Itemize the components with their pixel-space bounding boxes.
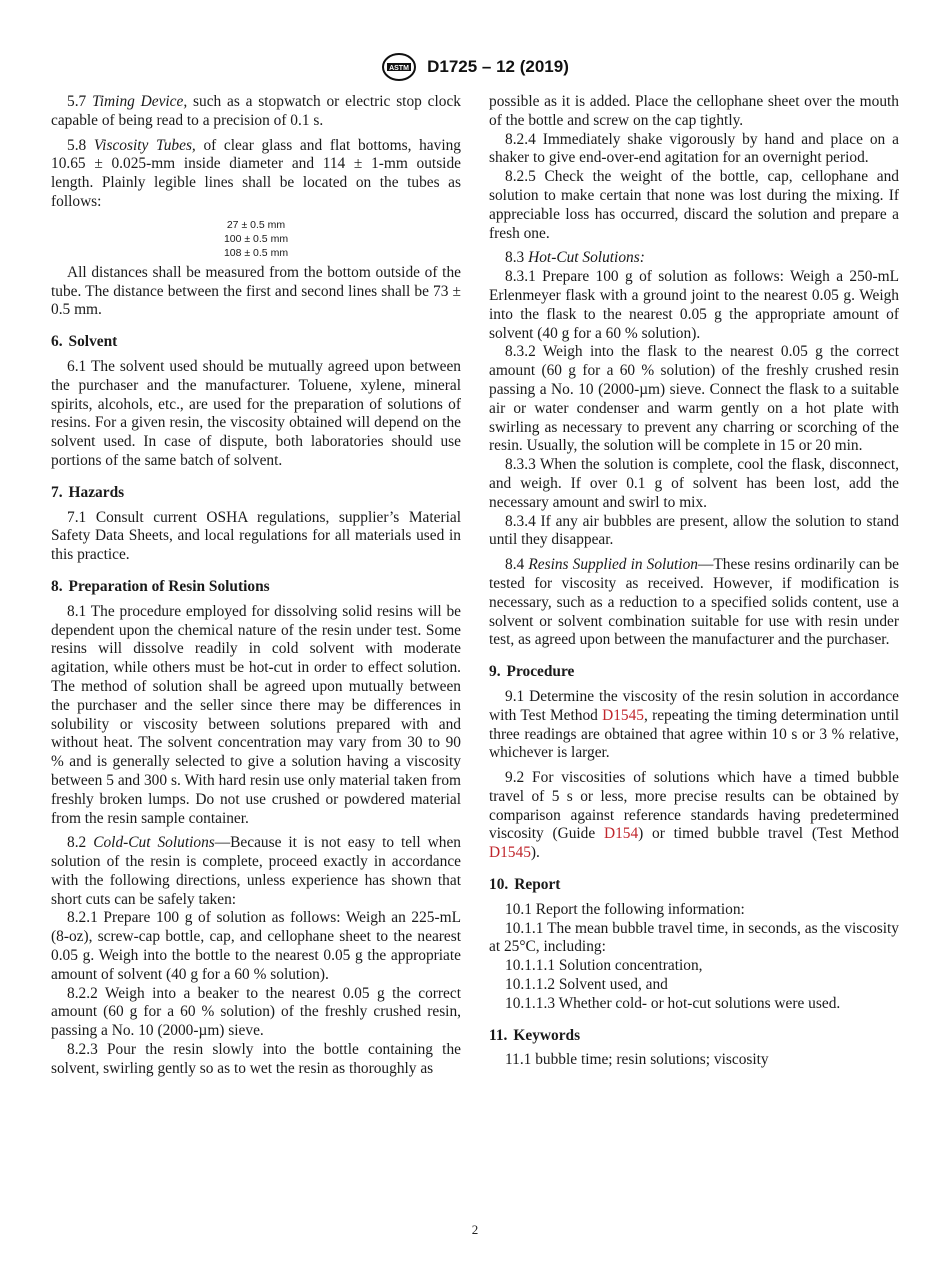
link-d1545[interactable]: D1545: [602, 706, 645, 724]
section-heading-9: 9. Procedure: [489, 663, 575, 681]
section-heading-7: 7. Hazards: [51, 483, 125, 501]
left-column: [51, 93, 461, 1079]
distance-item: 100 ± 0.5 mm: [223, 232, 289, 245]
paragraph-10-1-1-1: 10.1.1.1 Solution concentration,: [505, 957, 703, 975]
paragraph-8-2-5: 8.2.5 Check the weight of the bottle, cap, cellophane and solution to make certain that none was lost during the mixing. If appreciable loss has occurred, discard the solution and prepare a fresh one.: [489, 168, 899, 242]
paragraph-8-2-3-continued: possible as it is added. Place the cellophane sheet over the mouth of the bottle and screw on the cap tightly.: [489, 93, 899, 129]
paragraph-9-2: 9.2 For viscosities of solutions which have a timed bubble travel of 5 s or less, more precise results can be obtained by comparison against reference standards having predetermined viscosity (Guide D154) or timed bubble travel (Test Method D1545).: [489, 769, 899, 862]
distance-item: 27 ± 0.5 mm: [226, 218, 286, 231]
section-heading-11: 11. Keywords: [489, 1026, 581, 1044]
link-d154[interactable]: D154: [603, 825, 639, 843]
paragraph-10-1-1-2: 10.1.1.2 Solvent used, and: [505, 976, 668, 994]
paragraph-8-2-1: 8.2.1 Prepare 100 g of solution as follows: Weigh an 225-mL (8-oz), screw-cap bottle, cap, and cellophane sheet to the nearest 0.05 g. Weigh into the bottle to the nearest 0.05 g the appropriate amount of solvent (40 g for a 60 % solution).: [51, 909, 461, 983]
section-heading-10: 10. Report: [489, 876, 561, 894]
paragraph-8-2-2: 8.2.2 Weigh into a beaker to the nearest 0.05 g the correct amount (60 g for a 60 % solution) of the freshly crushed resin, passing a No. 10 (2000-µm) sieve.: [51, 984, 461, 1040]
paragraph-5-8: 5.8 Viscosity Tubes, of clear glass and flat bottoms, having 10.65 ± 0.025-mm inside diameter and 114 ± 1-mm outside length. Plainly legible lines shall be located on the tubes as follows:: [51, 136, 461, 210]
paragraph-9-1: 9.1 Determine the viscosity of the resin solution in accordance with Test Method D1545, repeating the timing determination until three readings are obtained that agree within 10 s or 3 % relative, whichever is larger.: [489, 687, 899, 762]
line-distances-list: [51, 218, 461, 260]
paragraph-8-2: 8.2 Cold-Cut Solutions—Because it is not easy to tell when solution of the resin is complete, proceed exactly in accordance with the following directions, unless experience has shown that short cuts can be safely taken:: [51, 834, 461, 908]
paragraph-8-3-3: 8.3.3 When the solution is complete, cool the flask, disconnect, and weigh. If over 0.1 g of solvent has been lost, add the necessary amount and swirl to mix.: [489, 456, 899, 511]
paragraph-10-1: 10.1 Report the following information:: [505, 900, 745, 918]
paragraph-8-3-1: 8.3.1 Prepare 100 g of solution as follows: Weigh a 250-mL Erlenmeyer flask with a ground joint to the nearest 0.05 g. Weigh into the flask to the nearest 0.05 g the appropriate amount of solvent (40 g for a 60 % solution).: [489, 268, 899, 342]
paragraph-5-7: 5.7 Timing Device, such as a stopwatch or electric stop clock capable of being read to a precision of 0.1 s.: [51, 93, 461, 129]
page-number: 2: [471, 1222, 479, 1237]
paragraph-8-1: 8.1 The procedure employed for dissolving solid resins will be dependent upon the chemical nature of the resin under test. Some resins will dissolve readily in cold solvent with moderate agitation, while others must be hot-cut in order to effect solution. The method of solution shall be agreed upon mutually between the purchaser and the seller since there may be differences in solubility or viscosity between solutions prepared with and without heat. The solvent concentration may vary from 30 to 90 % and is generally selected to give a solution having a viscosity between 5 and 300 s. With hard resin use only material taken from freshly broken lumps. Do not use crushed or powdered material from the resin sample container.: [51, 602, 461, 827]
paragraph-11-1: 11.1 bubble time; resin solutions; viscosity: [505, 1051, 769, 1069]
astm-logo-icon: [381, 52, 417, 82]
distance-item: 108 ± 0.5 mm: [223, 246, 289, 259]
link-d1545[interactable]: D1545: [489, 844, 531, 862]
right-column: [489, 93, 899, 1070]
paragraph-10-1-1: 10.1.1 The mean bubble travel time, in seconds, as the viscosity at 25°C, including:: [489, 919, 899, 956]
page-header: [0, 52, 950, 82]
paragraph-8-3-4: 8.3.4 If any air bubbles are present, allow the solution to stand until they disappear.: [489, 512, 899, 549]
paragraph-10-1-1-3: 10.1.1.3 Whether cold- or hot-cut solutions were used.: [505, 994, 841, 1012]
paragraph-7-1: 7.1 Consult current OSHA regulations, supplier’s Material Safety Data Sheets, and local regulations for all materials used in this practice.: [51, 508, 461, 564]
section-heading-6: 6. Solvent: [51, 333, 118, 351]
svg-text:ASTM: ASTM: [389, 65, 410, 72]
paragraph-8-3: 8.3 Hot-Cut Solutions:: [505, 249, 645, 267]
section-heading-8: 8. Preparation of Resin Solutions: [51, 577, 270, 595]
paragraph-8-2-3: 8.2.3 Pour the resin slowly into the bottle containing the solvent, swirling gently so as to wet the resin as thoroughly as: [51, 1041, 461, 1077]
paragraph-8-3-2: 8.3.2 Weigh into the flask to the nearest 0.05 g the correct amount (60 g for a 60 % solution) of the freshly crushed resin passing a No. 10 (2000-µm) sieve. Connect the flask to a suitable air or water condenser and warm gently on a hot plate with swirling as necessary to prevent any charring or scorching of the resin. Usually, the solution will be complete in 15 or 20 min.: [489, 343, 899, 455]
paragraph-8-2-4: 8.2.4 Immediately shake vigorously by hand and place on a shaker to give end-over-end agitation for an overnight period.: [489, 130, 899, 167]
paragraph-8-4: 8.4 Resins Supplied in Solution—These resins ordinarily can be tested for viscosity as received. However, if modification is necessary, such as a reduction to a specified solids content, use a solvent or solvent combination suitable for use with resin under test, as agreed upon between the manufacturer and the purchaser.: [489, 556, 899, 649]
paragraph-6-1: 6.1 The solvent used should be mutually agreed upon between the purchaser and the manufacturer. Toluene, xylene, mineral spirits, alcohols, etc., are used for the preparation of solutions of resins. For a given resin, the viscosity obtained will depend on the solvent used. In case of dispute, both laboratories should use portions of the same batch of solvent.: [51, 357, 461, 469]
paragraph-5-8-note: All distances shall be measured from the bottom outside of the tube. The distance between the first and second lines shall be 73 ± 0.5 mm.: [51, 263, 461, 319]
document-designation: D1725 – 12 (2019): [427, 57, 569, 76]
